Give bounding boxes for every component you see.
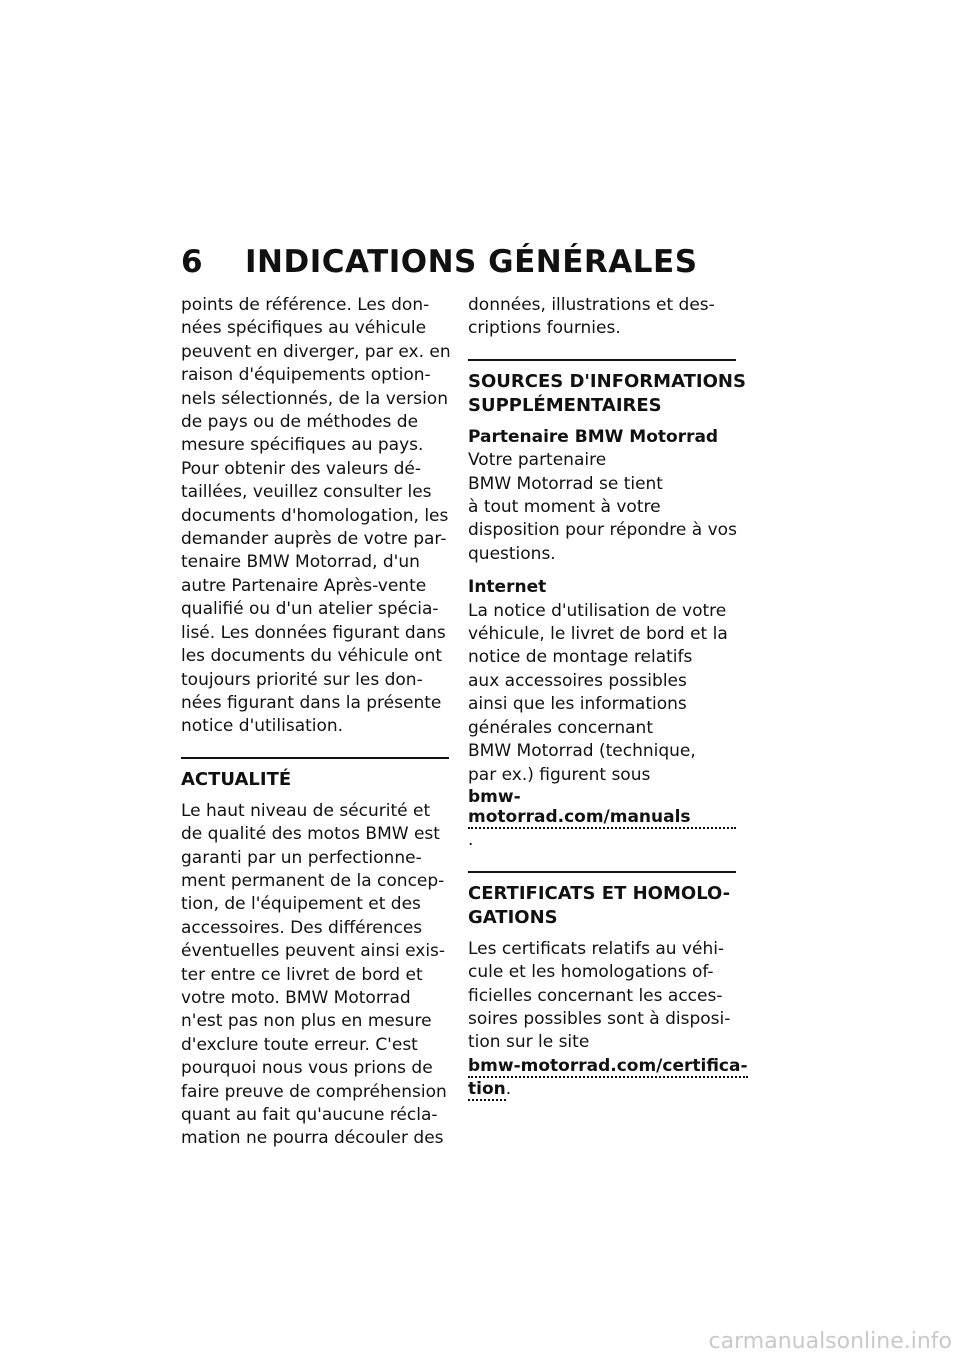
text-line: BMW Motorrad se tient [468,473,663,494]
text-line: aux accessoires possibles [468,670,687,691]
text-line: éventuelles peuvent ainsi exis- [181,941,446,962]
text-line: notice de montage relatifs [468,647,693,668]
text-line: véhicule, le livret de bord et la [468,624,728,645]
text-line: peuvent en diverger, par ex. en [181,341,451,362]
partner-paragraph [468,449,736,566]
text-line: à tout moment à votre [468,497,661,518]
text-line: mesure spécifiques au pays. [181,435,424,456]
internet-subheading: Internet [468,577,547,598]
left-column [181,294,449,1151]
certificats-paragraph [468,938,736,1055]
actualite-heading: ACTUALITÉ [181,757,449,792]
certification-link-line: bmw-motorrad.com/certifica- tion. [468,1055,748,1100]
text-line: points de référence. Les don- [181,295,430,315]
text-line: soires possibles sont à disposi- [468,1008,731,1029]
text-line: nées figurant dans la présente [181,692,442,713]
text-line: tion, de l'équipement et des [181,894,421,915]
text-line: d'exclure toute erreur. C'est [181,1034,418,1055]
right-intro-paragraph [468,294,736,341]
text-line: quant au fait qu'aucune récla- [181,1105,438,1125]
partner-subheading: Partenaire BMW Motorrad [468,426,719,447]
text-line: votre moto. BMW Motorrad [181,987,411,1008]
text-line: ment permanent de la concep- [181,870,445,891]
watermark: carmanualsonline.info [708,1329,952,1354]
chapter-title: INDICATIONS GÉNÉRALES [245,244,698,280]
text-line: ter entre ce livret de bord et [181,964,423,985]
text-line: tenaire BMW Motorrad, d'un [181,552,420,573]
text-line: notice d'utilisation. [181,716,344,737]
left-intro-paragraph [181,294,449,739]
text-line: de pays ou de méthodes de [181,412,419,433]
text-line: Les certificats relatifs au véhi- [468,938,725,959]
text-line: ainsi que les informations [468,694,687,715]
text-line: disposition pour répondre à vos [468,520,737,541]
manuals-link-line: bmw-motorrad.com/manuals. [468,787,736,853]
internet-paragraph [468,600,736,787]
right-column [468,294,748,1102]
text-line: autre Partenaire Après-vente [181,575,427,596]
text-line: données, illustrations et des- [468,295,715,315]
text-line: tion sur le site [468,1032,590,1053]
chapter-number: 6 [181,244,204,280]
text-line: nels sélectionnés, de la version [181,388,448,409]
text-line: criptions fournies. [468,318,621,339]
certificats-heading: CERTIFICATS ET HOMOLO- GATIONS [468,871,736,930]
text-line: taillées, veuillez consulter les [181,482,432,503]
text-line: lisé. Les données figurant dans [181,622,446,643]
text-line: n'est pas non plus en mesure [181,1011,432,1032]
text-line: mation ne pourra découler des [181,1128,444,1149]
actualite-paragraph [181,800,449,1151]
text-line: générales concernant [468,717,653,738]
text-line: raison d'équipements option- [181,365,431,386]
text-line: nées spécifiques au véhicule [181,318,427,339]
text-line: accessoires. Des différences [181,917,423,938]
sources-heading: SOURCES D'INFORMATIONS SUPPLÉMENTAIRES [468,359,736,418]
text-line: Votre partenaire [468,450,607,471]
text-line: par ex.) figurent sous [468,764,651,785]
text-line: Pour obtenir des valeurs dé- [181,458,422,479]
text-line: cule et les homologations of- [468,962,714,983]
text-line: qualifié ou d'un atelier spécia- [181,599,439,620]
certification-link-part1[interactable]: bmw-motorrad.com/certifica- [468,1055,748,1076]
page-title [181,244,698,280]
text-line: La notice d'utilisation de votre [468,600,727,621]
manuals-link[interactable]: bmw-motorrad.com/manuals [468,787,736,829]
text-line: pourquoi nous vous prions de [181,1058,433,1079]
text-line: les documents du véhicule ont [181,646,443,667]
text-line: ficielles concernant les acces- [468,985,723,1006]
text-line: garanti par un perfectionne- [181,847,422,868]
text-line: BMW Motorrad (technique, [468,741,696,762]
text-line: demander auprès de votre par- [181,529,447,550]
certification-link-part2[interactable]: tion [468,1079,506,1100]
text-line: toujours priorité sur les don- [181,669,423,690]
text-line: documents d'homologation, les [181,505,449,526]
text-line: questions. [468,543,556,564]
text-line: de qualité des motos BMW est [181,824,440,845]
text-line: Le haut niveau de sécurité et [181,800,431,821]
text-line: faire preuve de compréhension [181,1081,447,1102]
